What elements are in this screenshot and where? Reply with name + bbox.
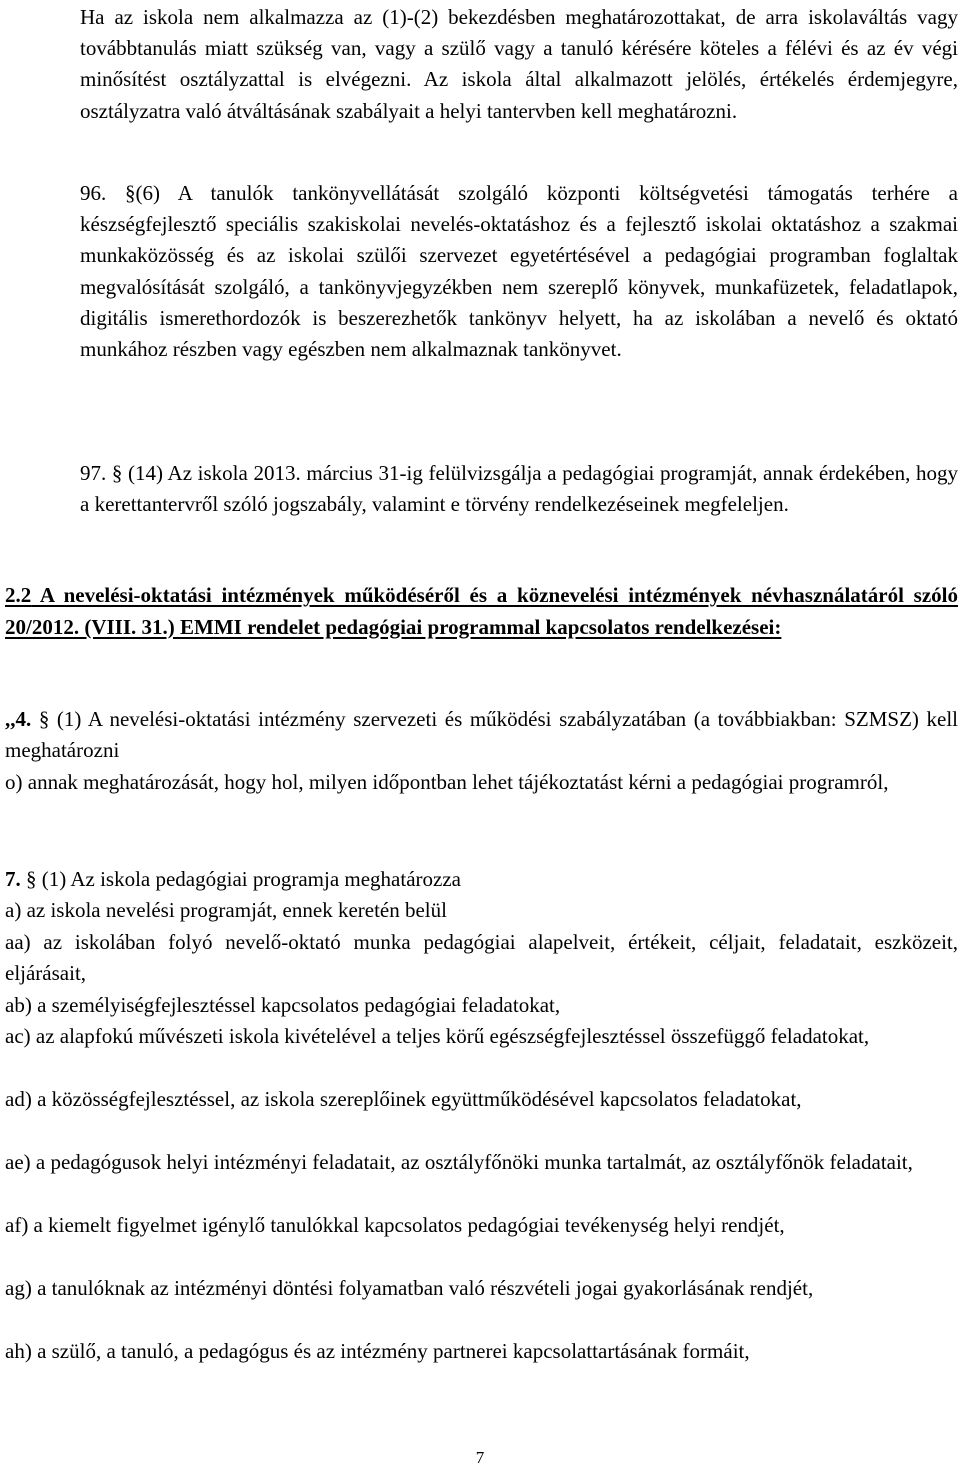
list-item-ad: ad) a közösségfejlesztéssel, az iskola szereplőinek együttműködésével kapcsolatos feladatokat, [5,1087,802,1111]
list-item-ag: ag) a tanulóknak az intézményi döntési folyamatban való részvételi jogai gyakorlásának rendjét, [5,1276,814,1300]
page-number: 7 [475,1448,485,1467]
section-7-number: 7. [5,867,21,891]
paragraph-intro: Ha az iskola nem alkalmazza az (1)-(2) bekezdésben meghatározottakat, de arra iskolaváltás vagy továbbtanulás miatt szükség van, vagy a szülő vagy a tanuló kérésére köteles a félévi és az év végi minősítést osztályzattal is elvégezni. Az iskola által alkalmazott jelölés, értékelés érdemjegyre, osztályzatra való átváltásának szabályait a helyi tantervben kell meghatározni. [80,5,958,123]
list-item-ac: ac) az alapfokú művészeti iskola kivételével a teljes körű egészségfejlesztéssel összefüggő feladatokat, [5,1024,870,1048]
list-item-ae: ae) a pedagógusok helyi intézményi feladatait, az osztályfőnöki munka tartalmát, az osztályfőnök feladatait, [5,1150,913,1174]
paragraph-7-item-a: a) az iskola nevelési programját, ennek keretén belül [5,898,447,922]
section-heading-number: 2.2 [5,583,32,607]
list-item-ab: ab) a személyiségfejlesztéssel kapcsolatos pedagógiai feladatokat, [5,993,561,1017]
paragraph-4-item-o: o) annak meghatározását, hogy hol, milyen időpontban lehet tájékoztatást kérni a pedagógiai programról, [5,770,889,794]
list-item-ah: ah) a szülő, a tanuló, a pedagógus és az intézmény partnerei kapcsolattartásának formáit, [5,1339,750,1363]
paragraph-96: 96. §(6) A tanulók tankönyvellátását szolgáló központi költségvetési támogatás terhére a készségfejlesztő speciális szakiskolai nevelés-oktatáshoz és a fejlesztő iskolai oktatáshoz a szakmai munkaközösség és az iskolai szülői szervezet egyetértésével a pedagógiai programban foglaltak megvalósítását szolgáló, a tankönyvjegyzékben nem szereplő könyvek, munkafüzetek, feladatlapok, digitális ismerethordozók is beszerezhetők tankönyv helyett, ha az iskolában a nevelő és oktató munkához részben vagy egészben nem alkalmaznak tankönyvet. [80,181,958,362]
paragraph-7 [5,864,958,895]
list-item-aa: aa) az iskolában folyó nevelő-oktató munka pedagógiai alapelveit, értékeit, céljait, feladatait, eszközeit, eljárásait, [5,930,958,986]
section-4-text: § (1) A nevelési-oktatási intézmény szervezeti és működési szabályzatában (a továbbiakban: SZMSZ) kell meghatározni [5,707,958,763]
paragraph-97: 97. § (14) Az iskola 2013. március 31-ig felülvizsgálja a pedagógiai programját, annak érdekében, hogy a kerettantervről szóló jogszabály, valamint e törvény rendelkezéseinek megfeleljen. [80,461,958,517]
section-7-text: § (1) Az iskola pedagógiai programja meghatározza [20,867,461,891]
paragraph-4 [5,704,958,766]
list-item-af: af) a kiemelt figyelmet igénylő tanulókkal kapcsolatos pedagógiai tevékenység helyi rendjét, [5,1213,785,1237]
section-heading [5,580,958,643]
section-4-number: 4. [15,707,32,731]
opening-quote-mark: ,, [5,707,16,731]
section-heading-text: A nevelési-oktatási intézmények működéséről és a köznevelési intézmények névhasználatáról szóló 20/2012. (VIII. 31.) EMMI rendelet pedagógiai programmal kapcsolatos rendelkezései: [5,583,958,639]
